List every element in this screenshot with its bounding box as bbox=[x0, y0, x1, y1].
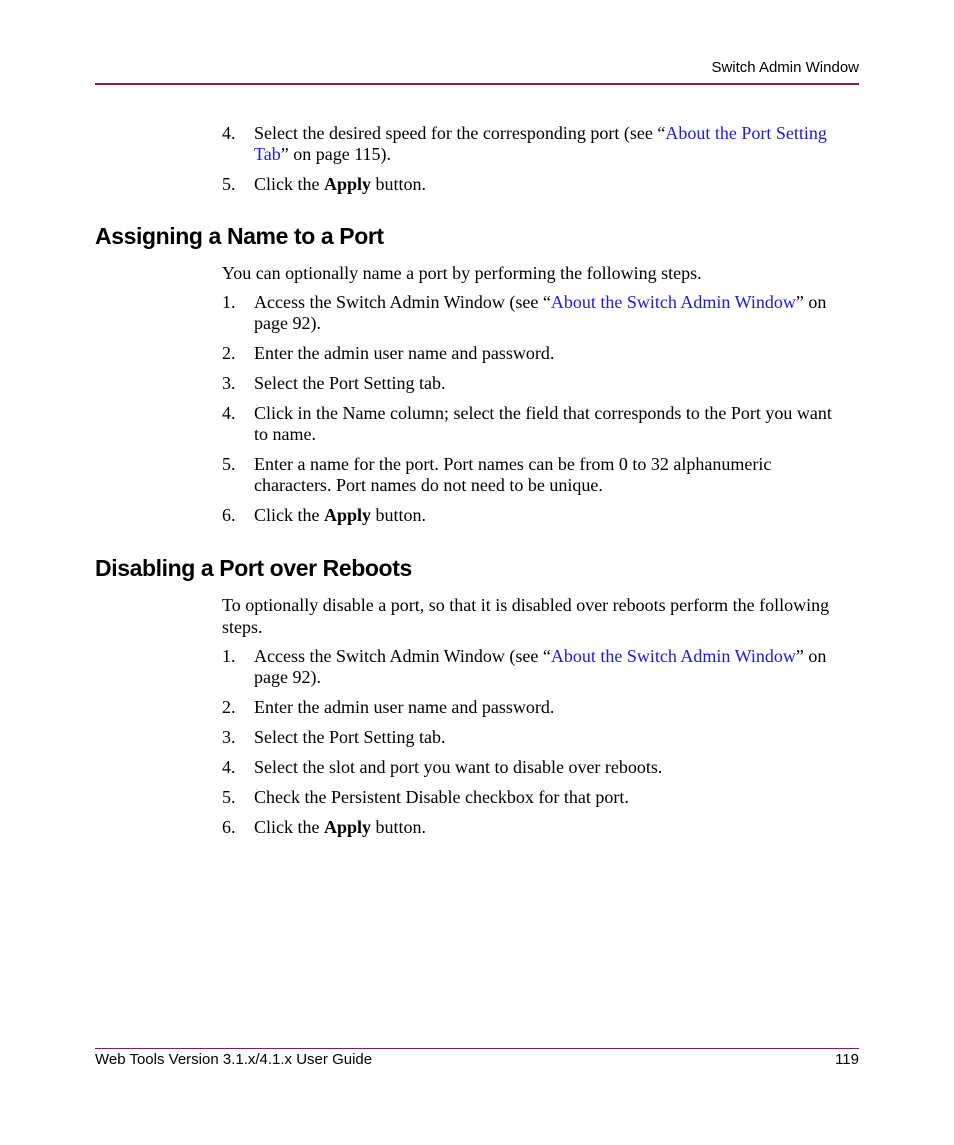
list-item bbox=[222, 343, 842, 364]
step-text: Check the Persistent Disable checkbox for that port. bbox=[254, 787, 629, 807]
step-text: Select the slot and port you want to disable over reboots. bbox=[254, 757, 663, 777]
section2-step-list bbox=[222, 646, 842, 847]
footer-rule bbox=[95, 1048, 859, 1049]
step-number: 3. bbox=[222, 727, 236, 747]
step-text: button. bbox=[371, 817, 427, 837]
step-number: 5. bbox=[222, 454, 236, 474]
list-item bbox=[222, 787, 842, 808]
step-number: 4. bbox=[222, 757, 236, 777]
step-text: Click the bbox=[254, 505, 324, 525]
step-number: 4. bbox=[222, 123, 236, 143]
step-number: 4. bbox=[222, 403, 236, 423]
step-number: 5. bbox=[222, 787, 236, 807]
section1-step-list bbox=[222, 292, 842, 535]
section-intro: To optionally disable a port, so that it is disabled over reboots perform the following steps. bbox=[222, 595, 830, 637]
xref-link-switch-admin-window[interactable]: About the Switch Admin Window bbox=[550, 646, 796, 666]
step-text: ” on page 115). bbox=[280, 144, 392, 164]
step-text: Access the Switch Admin Window (see “ bbox=[254, 292, 551, 312]
step-text: Select the Port Setting tab. bbox=[254, 373, 446, 393]
section-heading-disabling-port: Disabling a Port over Reboots bbox=[95, 555, 412, 581]
list-item bbox=[222, 727, 842, 748]
page-number: 119 bbox=[835, 1051, 859, 1068]
ui-term-apply: Apply bbox=[324, 174, 372, 194]
list-item bbox=[222, 757, 842, 778]
step-text: Select the Port Setting tab. bbox=[254, 727, 446, 747]
intro-step-list bbox=[222, 123, 842, 204]
list-item bbox=[222, 123, 842, 165]
step-text: Click the bbox=[254, 817, 324, 837]
step-text: button. bbox=[371, 174, 427, 194]
step-text: Enter the admin user name and password. bbox=[254, 697, 555, 717]
step-text: Select the desired speed for the corresponding port (see “ bbox=[254, 123, 666, 143]
list-item bbox=[222, 697, 842, 718]
list-item bbox=[222, 373, 842, 394]
footer-guide-title: Web Tools Version 3.1.x/4.1.x User Guide bbox=[95, 1051, 373, 1068]
step-text: ” on page 92). bbox=[254, 646, 827, 687]
list-item bbox=[222, 174, 842, 195]
step-text: button. bbox=[371, 505, 427, 525]
xref-link-switch-admin-window[interactable]: About the Switch Admin Window bbox=[550, 292, 796, 312]
section-intro: You can optionally name a port by performing the following steps. bbox=[222, 263, 702, 283]
list-item bbox=[222, 646, 842, 688]
list-item bbox=[222, 403, 842, 445]
step-number: 1. bbox=[222, 646, 236, 666]
xref-link-port-setting-tab[interactable]: About the Port Setting Tab bbox=[254, 123, 827, 164]
step-text: Click the bbox=[254, 174, 324, 194]
step-number: 2. bbox=[222, 343, 236, 363]
step-text: Click in the Name column; select the field that corresponds to the Port you want to name. bbox=[254, 403, 832, 444]
list-item bbox=[222, 505, 842, 526]
running-footer bbox=[95, 1051, 859, 1069]
step-number: 3. bbox=[222, 373, 236, 393]
step-number: 2. bbox=[222, 697, 236, 717]
header-rule bbox=[95, 83, 859, 85]
step-number: 6. bbox=[222, 817, 236, 837]
step-number: 1. bbox=[222, 292, 236, 312]
step-text: ” on page 92). bbox=[254, 292, 827, 333]
step-number: 5. bbox=[222, 174, 236, 194]
running-header: Switch Admin Window bbox=[711, 59, 859, 76]
step-number: 6. bbox=[222, 505, 236, 525]
step-text: Access the Switch Admin Window (see “ bbox=[254, 646, 551, 666]
ui-term-apply: Apply bbox=[324, 505, 372, 525]
step-text: Enter the admin user name and password. bbox=[254, 343, 555, 363]
list-item bbox=[222, 292, 842, 334]
ui-term-apply: Apply bbox=[324, 817, 372, 837]
section-heading-assigning-name: Assigning a Name to a Port bbox=[95, 223, 384, 249]
list-item bbox=[222, 454, 842, 496]
step-text: Enter a name for the port. Port names can be from 0 to 32 alphanumeric characters. Port names do not need to be unique. bbox=[254, 454, 772, 495]
list-item bbox=[222, 817, 842, 838]
